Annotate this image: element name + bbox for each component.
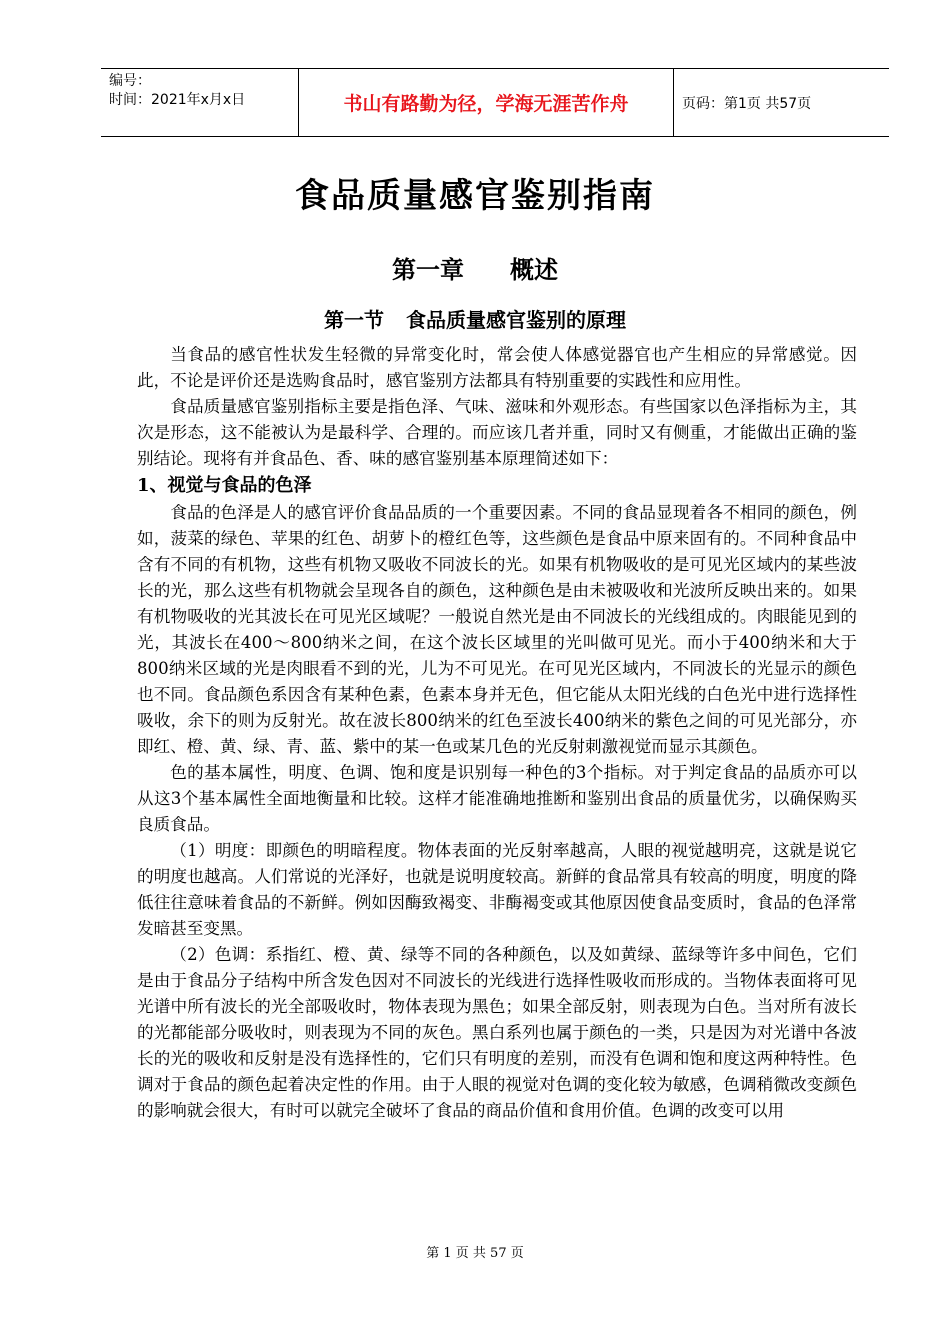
subheading: 1、视觉与食品的色泽 [137, 475, 312, 496]
serial-label: 编号： [109, 73, 151, 89]
header-motto: 书山有路勤为径，学海无涯苦作舟 [299, 69, 674, 136]
chapter-number: 第一章 [392, 255, 464, 284]
chapter-heading [0, 250, 950, 285]
document-title: 食品质量感官鉴别指南 [295, 176, 655, 216]
paragraph: 食品的色泽是人的感官评价食品品质的一个重要因素。不同的食品显现着各不相同的颜色，例如，菠菜的绿色、苹果的红色、胡萝卜的橙红色等，这些颜色是食品中原来固有的。不同种食品中含有不同的有机物，这些有机物又吸收不同波长的光。如果有机物吸收的是可见光区域内的某些波长的光，那么这些有机物就会呈现各自的颜色，这种颜色是由未被吸收和光波所反映出来的。如果有机物吸收的光其波长在可见光区域呢？一般说自然光是由不同波长的光线组成的。肉眼能见到的光，其波长在400～800纳米之间，在这个波长区域里的光叫做可见光。而小于400纳米和大于800纳米区域的光是肉眼看不到的光，儿为不可见光。在可见光区域内，不同波长的光显示的颜色也不同。食品颜色系因含有某种色素，色素本身并无色，但它能从太阳光线的白色光中进行选择性吸收，余下的则为反射光。故在波长800纳米的红色至波长400纳米的紫色之间的可见光部分，亦即红、橙、黄、绿、青、蓝、紫中的某一色或某几色的光反射刺激视觉而显示其颜色。 [137, 503, 857, 756]
paragraph: 色的基本属性，明度、色调、饱和度是识别每一种色的3个指标。对于判定食品的品质亦可以从这3个基本属性全面地衡量和比较。这样才能准确地推断和鉴别出食品的质量优劣，以确保购买良质食品。 [137, 763, 857, 834]
section-name: 食品质量感官鉴别的原理 [406, 308, 626, 332]
page-header [101, 68, 889, 137]
paragraph: 食品质量感官鉴别指标主要是指色泽、气味、滋味和外观形态。有些国家以色泽指标为主，其次是形态，这不能被认为是最科学、合理的。而应该几者并重，同时又有侧重，才能做出正确的鉴别结论。现将有并食品色、香、味的感官鉴别基本原理简述如下： [137, 397, 857, 468]
header-meta [101, 69, 299, 136]
header-page-info: 页码：第1页 共57页 [682, 95, 812, 112]
document-body [137, 342, 857, 1124]
paragraph: 当食品的感官性状发生轻微的异常变化时，常会使人体感觉器官也产生相应的异常感觉。因此，不论是评价还是选购食品时，感官鉴别方法都具有特别重要的实践性和应用性。 [137, 345, 857, 390]
paragraph: （2）色调：系指红、橙、黄、绿等不同的各种颜色，以及如黄绿、蓝绿等许多中间色，它们是由于食品分子结构中所含发色因对不同波长的光线进行选择性吸收而形成的。当物体表面将可见光谱中所有波长的光全部吸收时，物体表现为黑色；如果全部反射，则表现为白色。当对所有波长的光都能部分吸收时，则表现为不同的灰色。黑白系列也属于颜色的一类，只是因为对光谱中各波长的光的吸收和反射是没有选择性的，它们只有明度的差别，而没有色调和饱和度这两种特性。色调对于食品的颜色起着决定性的作用。由于人眼的视觉对色调的变化较为敏感，色调稍微改变颜色的影响就会很大，有时可以就完全破坏了食品的商品价值和食用价值。色调的改变可以用 [137, 945, 857, 1120]
chapter-name: 概述 [510, 255, 558, 284]
section-number: 第一节 [324, 308, 384, 332]
time-label: 时间：2021年x月x日 [109, 92, 246, 108]
paragraph: （1）明度：即颜色的明暗程度。物体表面的光反射率越高，人眼的视觉越明亮，这就是说它的明度也越高。人们常说的光泽好，也就是说明度较高。新鲜的食品常具有较高的明度，明度的降低往往意味着食品的不新鲜。例如因酶致褐变、非酶褐变或其他原因使食品变质时，食品的色泽常发暗甚至变黑。 [137, 841, 857, 938]
page-footer: 第 1 页 共 57 页 [426, 1246, 524, 1261]
section-heading [0, 304, 950, 333]
